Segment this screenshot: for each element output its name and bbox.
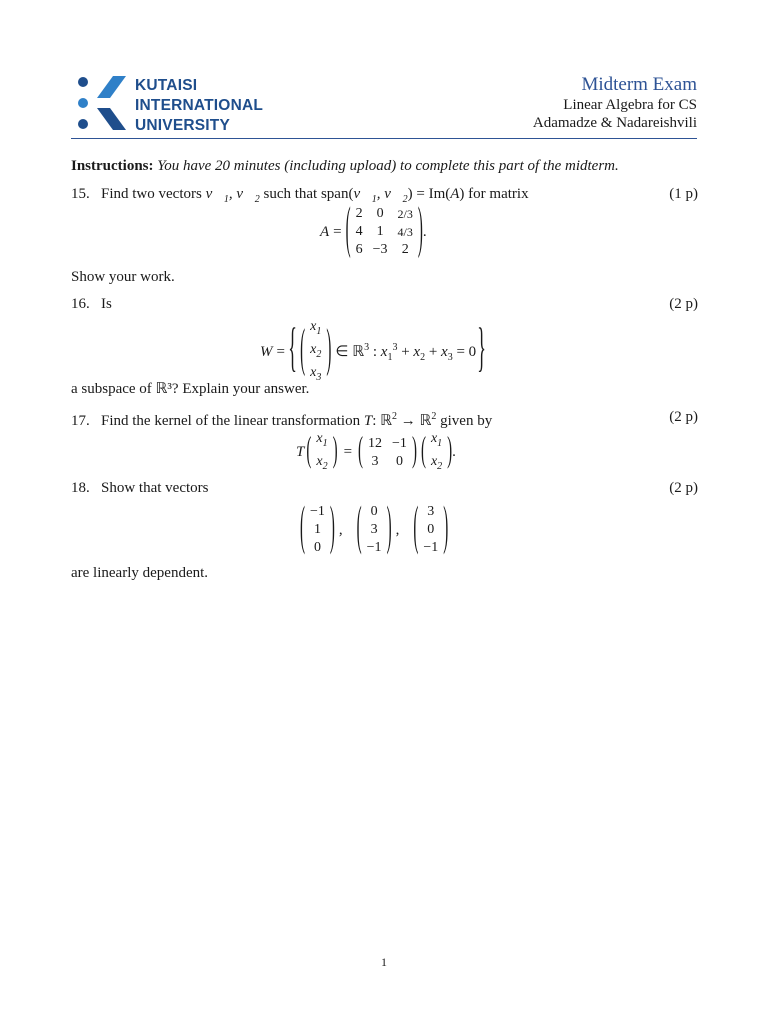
vectors-list [300,499,449,557]
vector-2 [362,503,387,557]
matrix-T [363,435,412,471]
question-text-2: such that span( [263,186,354,202]
left-paren: ( [358,432,364,471]
points-17: (2 p) [669,409,698,425]
question-16-followup: a subspace of ℝ³? Explain your answer. [71,381,310,397]
right-paren: ) [443,499,449,557]
matrix-cell: −1 [392,435,407,451]
matrix-cell: 6 [355,242,363,257]
question-text-4: ) for matrix [459,186,529,202]
left-paren: ( [413,499,419,557]
question-text: Find two vectors [101,186,202,202]
vector-entry: $x_1$ [430,431,443,449]
question-text: Show that vectors [101,480,209,496]
vector-entry: $x_3$ [310,364,322,383]
matrix-A-label: A [320,223,330,240]
question-number: 15. [71,186,90,202]
points-15: (1 p) [669,186,698,202]
matrix-cell: 2/3 [397,207,413,221]
vector-symbols: $v⃗_1$, $v⃗_2$ [205,186,260,205]
question-16 [71,295,112,313]
comma: , [338,521,343,538]
vector-entry: $x_2$ [316,453,328,472]
set-W-label: W [260,343,273,360]
vector-3 [418,503,443,557]
transformation-T: T [296,444,305,461]
page-number: 1 [381,955,387,969]
matrix-cell: 3 [371,453,379,469]
vector-entry: −1 [310,504,325,519]
left-paren: ( [300,499,305,557]
course-name: Linear Algebra for CS [563,97,697,113]
instructions-label: Instructions: [71,158,154,174]
vector-entry: $x_1$ [316,431,328,449]
question-15 [71,185,529,209]
vector-entry: $x_2$ [310,341,322,360]
instructions-text: You have 20 minutes (including upload) to complete this part of the midterm. [157,158,619,174]
left-paren: ( [420,432,426,471]
vector-entry: 1 [313,522,321,537]
university-logo [73,72,263,134]
vector-entry: $x_2$ [430,453,443,472]
left-brace: { [288,321,297,380]
transformation-definition [296,430,456,476]
vector-entry: 3 [370,522,378,537]
matrix-A [320,199,427,261]
question-text-3: ) = Im( [407,186,451,202]
logo-line-1: KUTAISI [135,77,198,94]
exam-authors: Adamadze & Nadareishvili [532,115,697,131]
vector-entry: 0 [313,540,321,555]
equals-sign: = [343,444,353,461]
vector-entry: 0 [370,504,378,519]
matrix-cell: 1 [376,224,384,239]
vector-entry: −1 [423,540,439,555]
question-number: 16. [71,296,90,312]
question-17 [71,408,492,430]
matrix-cell: −3 [372,242,388,257]
right-paren: ) [386,499,392,557]
period: . [452,444,456,461]
points-16: (2 p) [669,296,698,312]
matrix-cell: 0 [376,206,384,221]
vector-x [426,430,447,476]
vector-entry: $x_1$ [310,319,322,337]
vector-1 [305,503,330,557]
logo-wordmark [135,76,263,136]
logo-line-3: UNIVERSITY [135,117,231,134]
question-text: Find the kernel of the linear transformation [101,413,361,429]
left-paren: ( [300,322,306,379]
transformation-signature: T: ℝ$^2$ → ℝ$^2$ [363,411,437,429]
left-paren: ( [356,499,362,557]
right-paren: ) [326,322,332,379]
matrix-A-table [351,205,418,259]
question-text-end: given by [440,413,493,429]
vector-entry: −1 [366,540,382,555]
equals-sign: = [333,223,342,240]
period: . [422,223,427,240]
vector-symbols-span: $v⃗_1$, $v⃗_2$ [353,186,408,205]
vector-x [305,318,326,386]
right-paren: ) [332,432,338,471]
header-rule [71,138,697,139]
matrix-cell: 12 [368,435,383,451]
vector-entry: 3 [427,504,435,519]
right-paren: ) [447,432,453,471]
matrix-cell: 2 [401,242,409,257]
equals-sign: = [276,343,285,360]
set-condition: ∈ ℝ$^3$ : $x_1^3 + x_2 + x_3 = 0$ [335,341,477,363]
matrix-cell: 0 [395,453,403,469]
instructions [71,157,619,175]
vector-entry: 0 [427,522,435,537]
right-brace: } [477,321,487,380]
right-paren: ) [411,432,417,471]
exam-title: Midterm Exam [581,74,697,95]
question-number: 18. [71,480,90,496]
matrix-cell: 2 [355,206,363,221]
matrix-cell: 4 [355,224,363,239]
right-paren: ) [329,499,335,557]
question-text: Is [101,296,112,312]
right-paren: ) [417,199,423,261]
matrix-cell: 4/3 [397,225,413,239]
comma: , [395,521,400,538]
set-W-definition [260,318,485,386]
left-paren: ( [345,199,351,261]
logo-line-2: INTERNATIONAL [135,97,264,114]
question-18 [71,479,208,497]
question-15-followup: Show your work. [71,269,175,285]
points-18: (2 p) [669,480,698,496]
logo-mark-icon [73,74,129,134]
vector-x [311,430,332,476]
exam-header [533,74,697,132]
question-18-followup: are linearly dependent. [71,565,209,581]
question-number: 17. [71,413,90,429]
left-paren: ( [306,432,312,471]
matrix-symbol: A [450,186,460,202]
